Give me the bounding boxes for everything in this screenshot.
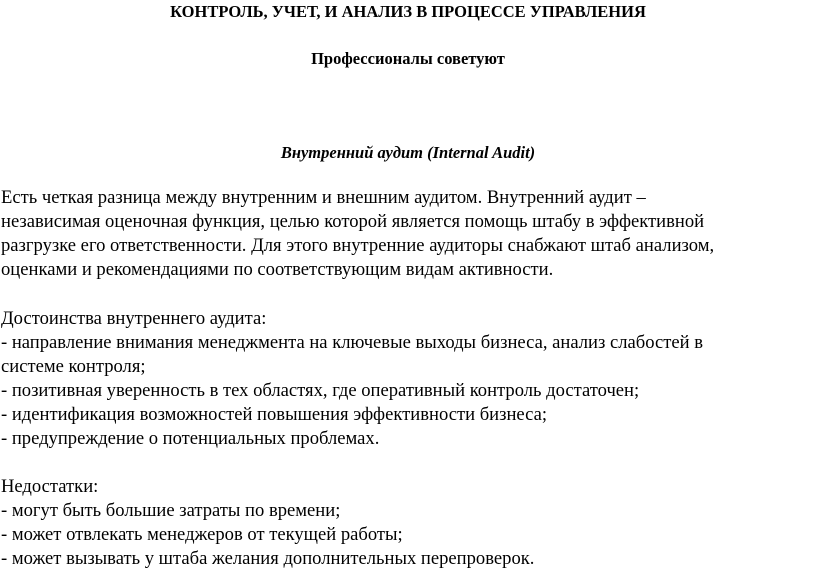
intro-line: Есть четкая разница между внутренним и внешним аудитом. Внутренний аудит – <box>1 187 646 208</box>
disadvantage-item: - могут быть большие затраты по времени; <box>1 500 341 521</box>
disadvantage-item: - может вызывать у штаба желания дополнительных перепроверок. <box>1 548 535 569</box>
advantage-item: - предупреждение о потенциальных проблемах. <box>1 428 380 449</box>
section-title: Внутренний аудит (Internal Audit) <box>280 143 536 162</box>
advantages-block <box>1 307 811 451</box>
advantages-title: Достоинства внутреннего аудита: <box>1 308 267 329</box>
intro-line: оценками и рекомендациями по соответствующим видам активности. <box>1 259 554 280</box>
advantage-item: - позитивная уверенность в тех областях, где оперативный контроль достаточен; <box>1 380 640 401</box>
disadvantages-block <box>1 475 811 571</box>
intro-line: разгрузке его ответственности. Для этого внутренние аудиторы снабжают штаб анализом, <box>1 235 715 256</box>
document-subheading: Профессионалы советуют <box>311 49 505 68</box>
advantage-item: системе контроля; <box>1 356 146 377</box>
intro-paragraph <box>1 186 811 282</box>
disadvantage-item: - может отвлекать менеджеров от текущей работы; <box>1 524 403 545</box>
intro-line: независимая оценочная функция, целью которой является помощь штабу в эффективной <box>1 211 705 232</box>
advantage-item: - направление внимания менеджмента на ключевые выходы бизнеса, анализ слабостей в <box>1 332 704 353</box>
document-heading: КОНТРОЛЬ, УЧЕТ, И АНАЛИЗ В ПРОЦЕССЕ УПРАВЛЕНИЯ <box>170 2 646 21</box>
advantage-item: - идентификация возможностей повышения эффективности бизнеса; <box>1 404 548 425</box>
disadvantages-title: Недостатки: <box>1 476 99 497</box>
